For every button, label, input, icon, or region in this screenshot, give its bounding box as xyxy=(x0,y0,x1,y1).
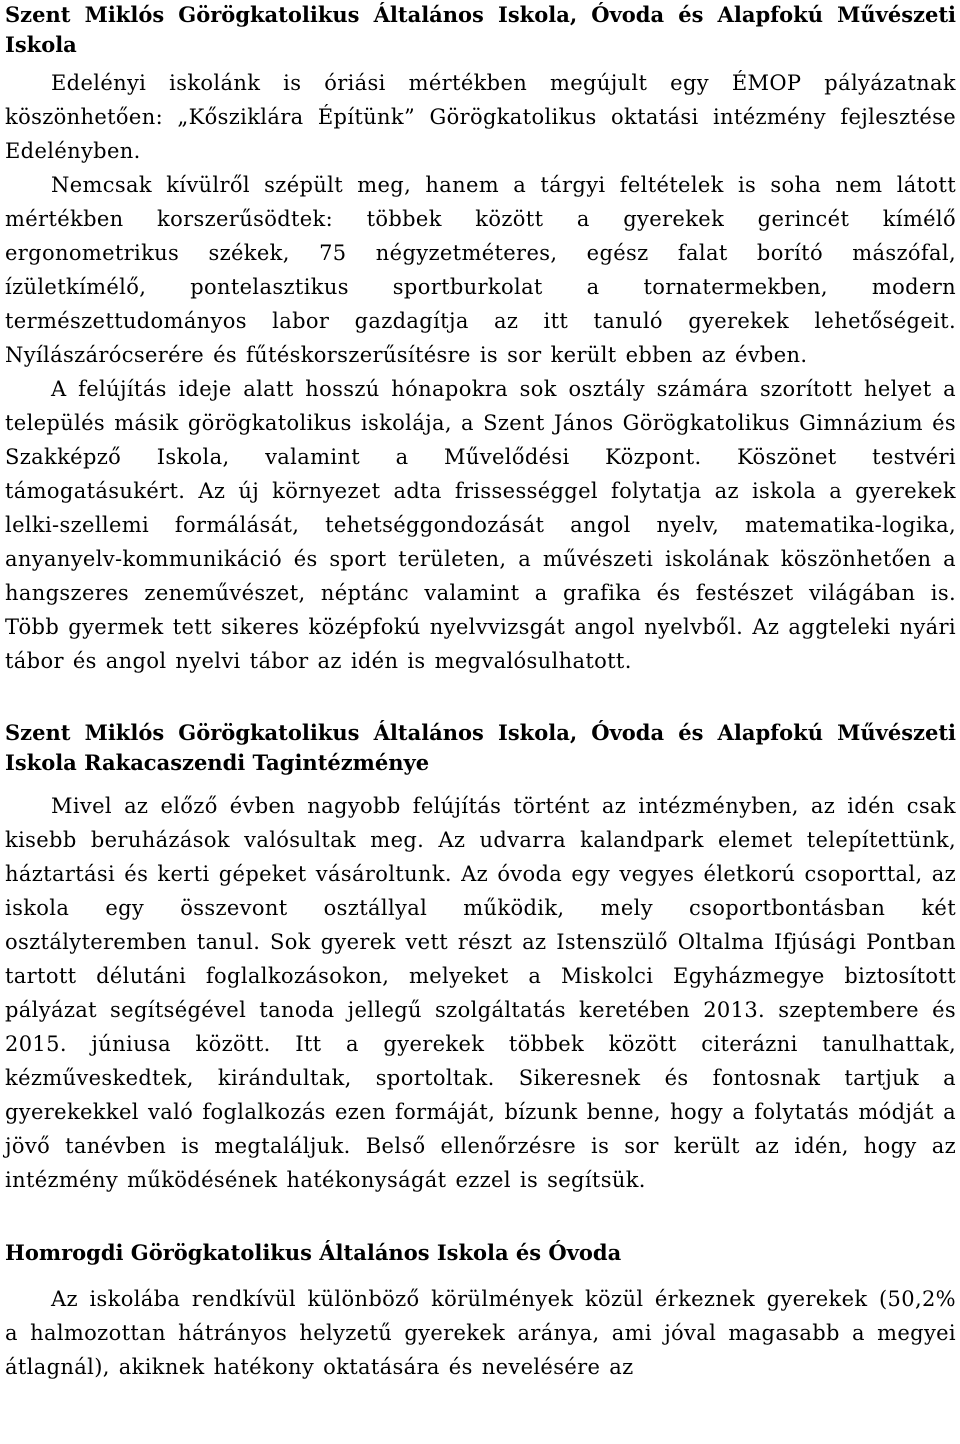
body-paragraph: Edelényi iskolánk is óriási mértékben megújult egy ÉMOP pályázatnak köszönhetően: „Kősziklára Építünk” Görögkatolikus oktatási intézmény fejlesztése Edelényben. xyxy=(5,71,956,163)
section-rakacaszendi-tagintezmeny xyxy=(5,718,956,1197)
section-heading: Szent Miklós Görögkatolikus Általános Iskola, Óvoda és Alapfokú Művészeti Iskola Rakacaszendi Tagintézménye xyxy=(5,720,956,775)
body-paragraph: A felújítás ideje alatt hosszú hónapokra sok osztály számára szorított helyet a település másik görögkatolikus iskolája, a Szent János Görögkatolikus Gimnázium és Szakképző Iskola, valamint a Művelődési Központ. Köszönet testvéri támogatásukért. Az új környezet adta frissességgel folytatja az iskola a gyerekek lelki-szellemi formálását, tehetséggondozását angol nyelv, matematika-logika, anyanyelv-kommunikáció és sport területen, a művészeti iskolának köszönhetően a hangszeres zeneművészet, néptánc valamint a grafika és festészet világában is. Több gyermek tett sikeres középfokú nyelvvizsgát angol nyelvből. Az aggteleki nyári tábor és angol nyelvi tábor az idén is megvalósulhatott. xyxy=(5,377,956,673)
body-paragraph: Az iskolába rendkívül különböző körülmények közül érkeznek gyerekek (50,2% a halmozottan hátrányos helyzetű gyerekek aránya, ami jóval magasabb a megyei átlagnál), akiknek hatékony oktatására és nevelésére az xyxy=(5,1287,956,1379)
section-edelenyi-iskola xyxy=(5,0,956,678)
section-heading: Szent Miklós Görögkatolikus Általános Iskola, Óvoda és Alapfokú Művészeti Iskola xyxy=(5,2,956,57)
section-homrogdi-iskola xyxy=(5,1238,956,1384)
section-heading: Homrogdi Görögkatolikus Általános Iskola és Óvoda xyxy=(5,1240,622,1265)
body-paragraph: Nemcsak kívülről szépült meg, hanem a tárgyi feltételek is soha nem látott mértékben korszerűsödtek: többek között a gyerekek gerincét kímélő ergonometrikus székek, 75 négyzetméteres, egész falat borító mászófal, ízületkímélő, pontelasztikus sportburkolat a tornatermekben, modern természettudományos labor gazdagítja az itt tanuló gyerekek lehetőségeit. Nyílászárócserére és fűtéskorszerűsítésre is sor került ebben az évben. xyxy=(5,173,956,367)
body-paragraph: Mivel az előző évben nagyobb felújítás történt az intézményben, az idén csak kisebb beruházások valósultak meg. Az udvarra kalandpark elemet telepítettünk, háztartási és kerti gépeket vásároltunk. Az óvoda egy vegyes életkorú csoporttal, az iskola egy összevont osztállyal működik, mely csoportbontásban két osztályteremben tanul. Sok gyerek vett részt az Istenszülő Oltalma Ifjúsági Pontban tartott délutáni foglalkozásokon, melyeket a Miskolci Egyházmegye biztosított pályázat segítségével tanoda jellegű szolgáltatás keretében 2013. szeptembere és 2015. júniusa között. Itt a gyerekek többek között citerázni tanulhattak, kézműveskedtek, kirándultak, sportoltak. Sikeresnek és fontosnak tartjuk a gyerekekkel való foglalkozás ezen formáját, bízunk benne, hogy a folytatás módját a jövő tanévben is megtaláljuk. Belső ellenőrzésre is sor került az idén, hogy az intézmény működésének hatékonyságát ezzel is segítsük. xyxy=(5,794,956,1192)
